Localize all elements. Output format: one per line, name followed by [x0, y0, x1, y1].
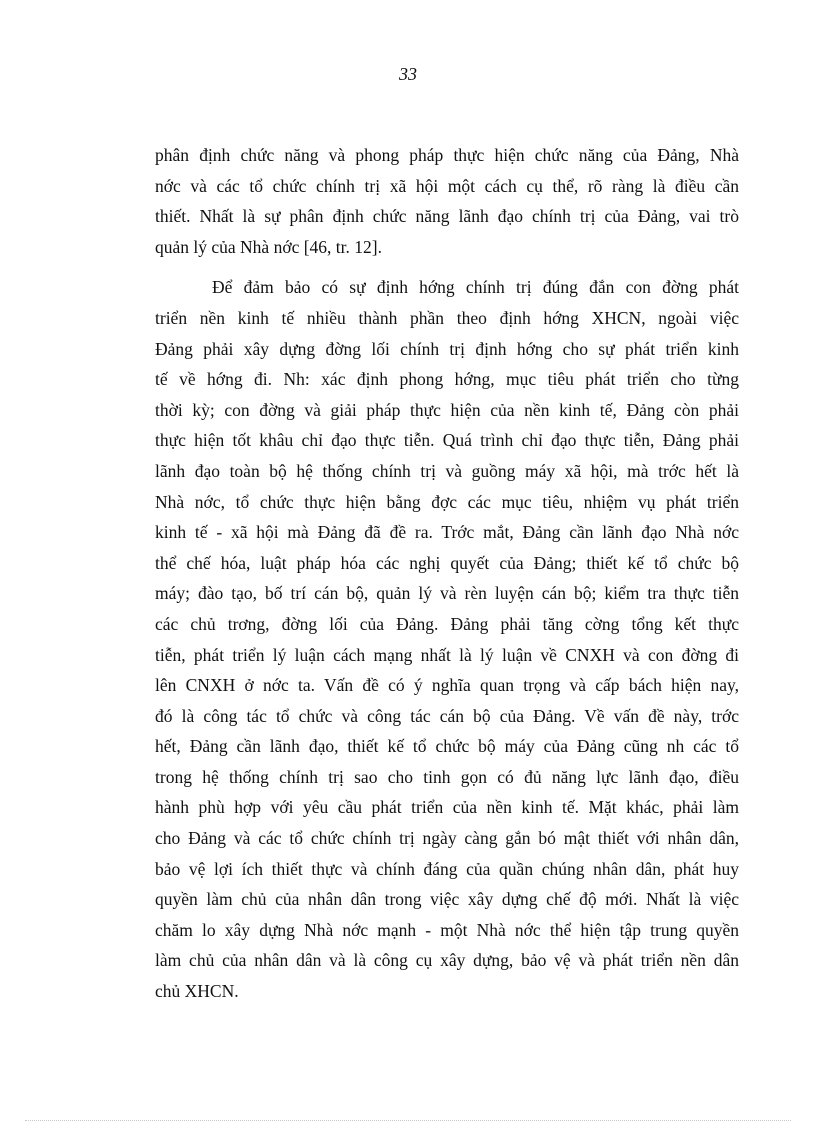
text-line: thời kỳ; con đờng và giải pháp thực hiện của nền kinh tế, Đảng còn phải [155, 399, 739, 420]
text-line: phân định chức năng và phong pháp thực hiện chức năng của Đảng, Nhà [155, 145, 739, 165]
document-body [155, 140, 739, 1007]
page-number: 33 [399, 64, 417, 84]
text-line: quyền làm chủ của nhân dân trong việc xây dựng chế độ mới. Nhất là việc [155, 889, 739, 910]
text-line: thiết. Nhất là sự phân định chức năng lãnh đạo chính trị của Đảng, vai trò [155, 206, 739, 227]
text-line: tế về hớng đi. Nh: xác định phong hớng, mục tiêu phát triển cho từng [155, 369, 739, 390]
text-line: Nhà nớc, tổ chức thực hiện bằng đợc các mục tiêu, nhiệm vụ phát triển [155, 491, 739, 512]
text-line: hành phù hợp với yêu cầu phát triển của nền kinh tế. Mặt khác, phải làm [155, 797, 739, 818]
page-bottom-rule [25, 1120, 791, 1121]
text-line: nớc và các tổ chức chính trị xã hội một cách cụ thể, rõ ràng là điều cần [155, 175, 739, 196]
text-line: tiễn, phát triển lý luận cách mạng nhất là lý luận về CNXH và con đờng đi [155, 644, 739, 665]
text-line: bảo vệ lợi ích thiết thực và chính đáng của quần chúng nhân dân, phát huy [155, 858, 739, 879]
text-line: máy; đào tạo, bố trí cán bộ, quản lý và rèn luyện cán bộ; kiểm tra thực tiễn [155, 583, 739, 604]
text-line: các chủ trơng, đờng lối của Đảng. Đảng phải tăng cờng tổng kết thực [155, 613, 739, 634]
text-line: triển nền kinh tế nhiều thành phần theo định hớng XHCN, ngoài việc [155, 307, 739, 328]
text-line: trong hệ thống chính trị sao cho tinh gọn có đủ năng lực lãnh đạo, điều [155, 766, 739, 787]
text-line: Đảng phải xây dựng đờng lối chính trị định hớng cho sự phát triển kinh [155, 338, 739, 359]
text-line: làm chủ của nhân dân và là công cụ xây dựng, bảo vệ và phát triển nền dân [155, 950, 739, 971]
text-line: Để đảm bảo có sự định hớng chính trị đúng đắn con đờng phát [212, 277, 739, 298]
text-line: chủ XHCN. [155, 981, 239, 1002]
paragraph-2 [155, 272, 739, 1006]
text-line: cho Đảng và các tổ chức chính trị ngày càng gắn bó mật thiết với nhân dân, [155, 828, 739, 849]
text-line: thực hiện tốt khâu chỉ đạo thực tiễn. Quá trình chỉ đạo thực tiễn, Đảng phải [155, 430, 739, 451]
text-line: đó là công tác tổ chức và công tác cán bộ của Đảng. Về vấn đề này, trớc [155, 705, 739, 726]
text-line: quản lý của Nhà nớc [46, tr. 12]. [155, 236, 382, 257]
text-line: lãnh đạo toàn bộ hệ thống chính trị và guồng máy xã hội, mà trớc hết là [155, 460, 739, 481]
paragraph-1 [155, 140, 739, 262]
text-line: lên CNXH ở nớc ta. Vấn đề có ý nghĩa quan trọng và cấp bách hiện nay, [155, 675, 739, 696]
text-line: thể chế hóa, luật pháp hóa các nghị quyết của Đảng; thiết kế tổ chức bộ [155, 552, 739, 573]
text-line: chăm lo xây dựng Nhà nớc mạnh - một Nhà nớc thể hiện tập trung quyền [155, 919, 739, 940]
text-line: kinh tế - xã hội mà Đảng đã đề ra. Trớc mắt, Đảng cần lãnh đạo Nhà nớc [155, 522, 739, 543]
text-line: hết, Đảng cần lãnh đạo, thiết kế tổ chức bộ máy của Đảng cũng nh các tổ [155, 736, 739, 757]
